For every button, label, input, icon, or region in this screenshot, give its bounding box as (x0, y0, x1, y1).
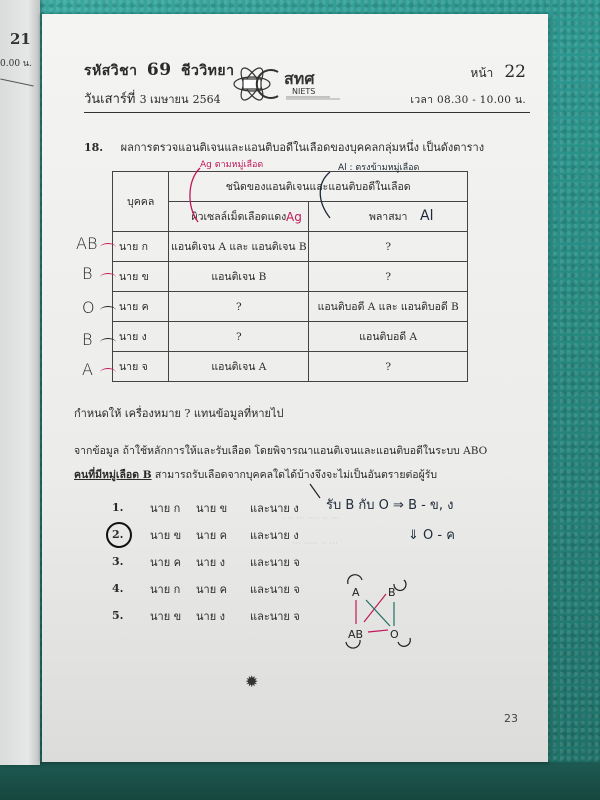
subject-code-label: รหัสวิชา (84, 63, 138, 79)
header-group: ชนิดของแอนติเจนและแอนติบอดีในเลือด (169, 172, 468, 202)
prompt-emphasis: คนที่มีหมู่เลือด B (74, 469, 152, 481)
date-line (84, 88, 234, 109)
header-left (84, 60, 234, 109)
subject-line (84, 60, 234, 82)
choice-option-b: นาย ข (196, 501, 228, 515)
choice-1[interactable] (112, 494, 300, 521)
choice-number: 4. (112, 582, 124, 595)
question-text: ผลการตรวจแอนติเจนและแอนติบอดีในเลือดของบุคคลกลุ่มหนึ่ง เป็นดังตาราง (120, 141, 485, 154)
antigen-cell: ? (169, 322, 309, 352)
previous-page-number: 21 (10, 30, 31, 48)
handwritten-al-short: Al (420, 208, 434, 224)
handwritten-arrows (180, 160, 350, 240)
svg-text:สทศ: สทศ (284, 69, 315, 88)
handwritten-blood-group: O (82, 298, 95, 317)
choice-option-a: นาย ข (150, 609, 182, 623)
choice-option-a: นาย ก (150, 582, 181, 596)
handwritten-blood-group: AB (76, 234, 98, 253)
choice-5[interactable] (112, 602, 300, 629)
handwritten-tick (100, 368, 116, 377)
table-row (113, 262, 468, 292)
header-antigen: ผิวเซลล์เม็ดเลือดแดง (169, 202, 309, 232)
person-cell: นาย ง (113, 322, 169, 352)
header-right (410, 62, 526, 108)
svg-text:B: B (388, 586, 396, 599)
svg-text:AB: AB (348, 628, 364, 641)
page-number: 22 (504, 62, 526, 82)
atom-emblem-icon (230, 64, 370, 104)
choice-option-a: นาย ข (150, 528, 182, 542)
person-cell: นาย ค (113, 292, 169, 322)
handwritten-tick (100, 243, 116, 252)
handwritten-blood-group: B (82, 264, 93, 283)
handwritten-blood-group: B (82, 330, 93, 349)
handwritten-ag-note: Ag ตามหมู่เลือด (200, 160, 264, 170)
exam-page (42, 14, 548, 762)
previous-page-time: 0.00 น. (0, 59, 32, 69)
person-cell: นาย ก (113, 232, 169, 262)
choice-number: 5. (112, 609, 124, 622)
question-stem (84, 138, 484, 156)
bleed-through-text: ··· ····· ·· ··· (292, 539, 338, 549)
selected-circle-mark (106, 522, 132, 548)
prompt-line-1: จากข้อมูล ถ้าใช้หลักการให้และรับเลือด โดยพิจารณาแอนติเจนและแอนติบอดีในระบบ ABO (74, 445, 488, 457)
handwritten-stroke (306, 480, 326, 504)
choice-number: 2. (112, 528, 124, 541)
person-cell: นาย ข (113, 262, 169, 292)
previous-page-rule (0, 78, 33, 86)
choice-4[interactable] (112, 575, 300, 602)
handwritten-ag-short: Ag (286, 210, 302, 224)
header-divider (84, 112, 530, 113)
antigen-cell: แอนติเจน A (169, 352, 309, 382)
choice-option-a: นาย ก (150, 501, 181, 515)
svg-text:O: O (390, 628, 399, 641)
choice-2[interactable] (112, 521, 300, 548)
choice-number: 3. (112, 555, 124, 568)
choice-option-c: และนาย ง (250, 528, 299, 542)
handwritten-solution-line-2: ⇓ O - ค (408, 528, 455, 543)
question-number: 18. (84, 141, 104, 154)
svg-text:NIETS: NIETS (292, 87, 316, 96)
towel-background (0, 762, 600, 800)
svg-text:A: A (352, 586, 360, 599)
page-label: หน้า (470, 66, 494, 80)
antigen-cell: แอนติเจน A และ แอนติเจน B (169, 232, 309, 262)
header-person: บุคคล (113, 172, 169, 232)
antibody-cell: ? (309, 262, 468, 292)
header-plasma: พลาสมา (309, 202, 468, 232)
exam-time: เวลา 08.30 - 10.00 น. (410, 94, 526, 106)
choice-option-b: นาย ค (196, 528, 227, 542)
date-label: วันเสาร์ที่ (84, 92, 136, 107)
choice-option-c: และนาย ง (250, 501, 299, 515)
niets-logo (230, 64, 370, 104)
choice-option-b: นาย ง (196, 555, 226, 569)
abo-donor-diagram (338, 572, 418, 652)
bleed-through-text: · ·· ··· ···· ·· ··· (282, 514, 340, 524)
antibody-cell: แอนติบอดี A (309, 322, 468, 352)
handwritten-tick (100, 273, 116, 282)
handwritten-solution-line-1: รับ B กับ O ⇒ B - ข, ง (326, 498, 454, 513)
prompt-line-2 (74, 466, 437, 483)
handwritten-tick (100, 338, 116, 347)
missing-data-note: กำหนดให้ เครื่องหมาย ? แทนข้อมูลที่หายไป (74, 407, 284, 420)
table-row (113, 322, 468, 352)
handwritten-al-note: Al : ตรงข้ามหมู่เลือด (338, 163, 420, 173)
choice-option-c: และนาย จ (250, 555, 300, 569)
prompt-rest: สามารถรับเลือดจากบุคคลใดได้บ้างจึงจะไม่เป็นอันตรายต่อผู้รับ (151, 469, 438, 481)
person-cell: นาย จ (113, 352, 169, 382)
choice-3[interactable] (112, 548, 300, 575)
handwritten-tick (100, 306, 116, 315)
choice-option-b: นาย ง (196, 609, 226, 623)
answer-choices (112, 494, 300, 629)
handwritten-blood-group: A (82, 360, 93, 379)
antigen-cell: แอนติเจน B (169, 262, 309, 292)
choice-option-b: นาย ค (196, 582, 227, 596)
subject-code: 69 (146, 60, 172, 80)
choice-number: 1. (112, 501, 124, 514)
antibody-cell: แอนติบอดี A และ แอนติบอดี B (309, 292, 468, 322)
table-row (113, 292, 468, 322)
date-value: 3 เมษายน (139, 93, 189, 106)
footer-page-number: 23 (504, 712, 518, 725)
date-year: 2564 (192, 93, 221, 106)
starburst-icon: ✹ (245, 672, 259, 691)
choice-option-c: และนาย จ (250, 582, 300, 596)
antibody-cell: ? (309, 352, 468, 382)
choice-option-c: และนาย จ (250, 609, 300, 623)
antigen-cell: ? (169, 292, 309, 322)
antibody-cell: ? (309, 232, 468, 262)
table-row (113, 352, 468, 382)
choice-option-a: นาย ค (150, 555, 181, 569)
previous-page-edge (0, 0, 40, 765)
subject-name: ชีววิทยา (180, 63, 235, 79)
